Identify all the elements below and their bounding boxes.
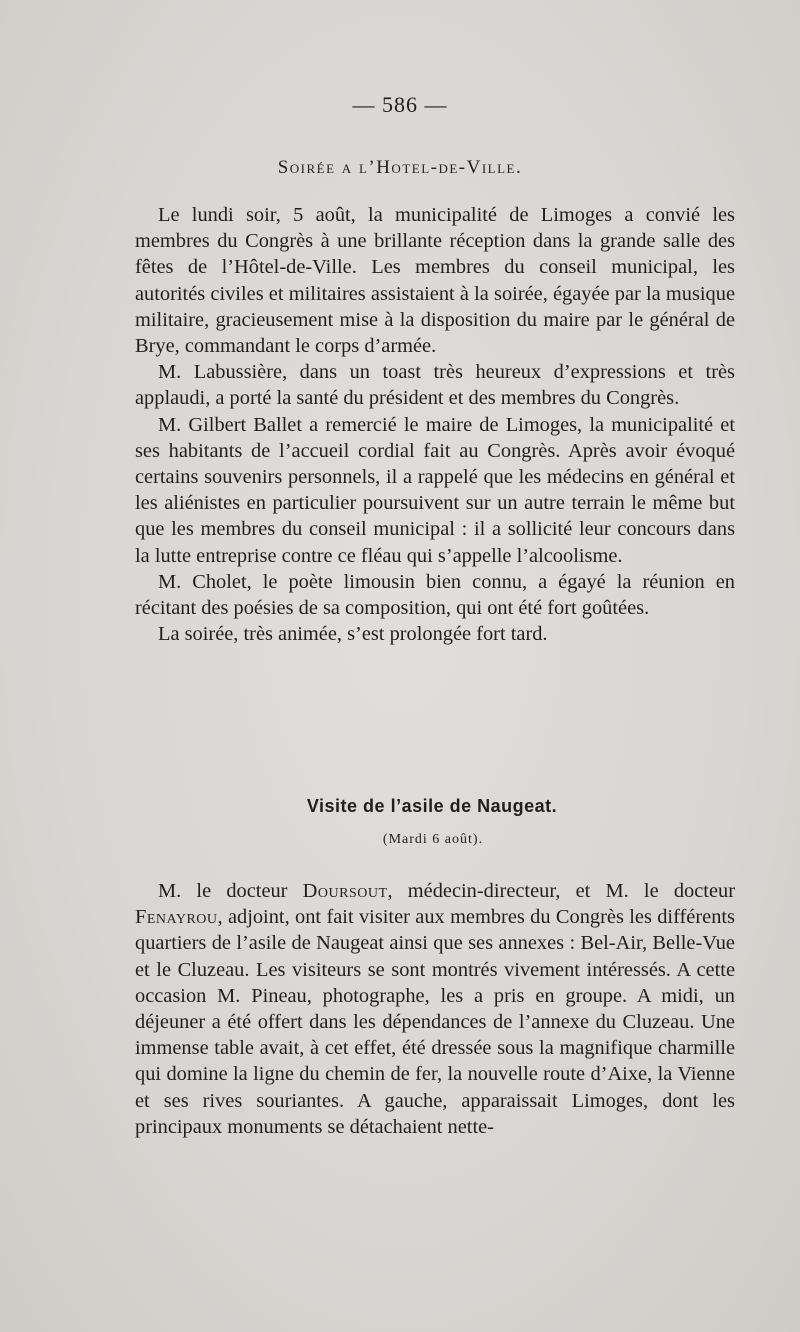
text-run: , adjoint, ont fait visiter aux membres du Congrès les différents quartiers de l’asile de Naugeat ainsi que ses annexes : Bel-Air, Belle-Vue et le Cluzeau. Les visiteurs se sont montrés vivement intéressés. A cette occasion M. Pineau, photographe, les a pris en groupe. A midi, un déjeuner a été offert dans les dépendances de l’annexe du Cluzeau. Une immense table avait, à cet effet, été dressée sous la magnifique charmille qui domine la ligne du chemin de fer, la nouvelle route d’Aixe, la Vienne et ses rives souriantes. A gauche, apparaissait Limoges, dont les principaux monuments se détachaient nette- xyxy=(135,906,735,1138)
subsection-title: Visite de l’asile de Naugeat. xyxy=(306,796,558,816)
person-name: Fenayrou xyxy=(135,906,218,929)
person-name: Doursout xyxy=(302,880,388,902)
section-body xyxy=(135,202,735,647)
section-title: Soirée a l’Hotel-de-Ville. xyxy=(277,157,523,178)
text-run: , médecin-directeur, et M. le docteur xyxy=(387,880,735,902)
text-run: M. le docteur xyxy=(158,880,303,902)
paragraph: La soirée, très animée, s’est prolongée fort tard. xyxy=(158,623,548,646)
paragraph xyxy=(135,878,735,1140)
paragraph: M. Gilbert Ballet a remercié le maire de Limoges, la municipalité et ses habitants de l’accueil cordial fait au Congrès. Après avoir évoqué certains souvenirs personnels, il a rappelé que les médecins en général et les aliénistes en particulier poursuivent sur un autre terrain le même but que les membres du conseil municipal : il a sollicité leur concours dans la lutte entreprise contre ce fléau qui s’appelle l’alcoolisme. xyxy=(135,413,735,567)
paragraph: M. Cholet, le poète limousin bien connu, a égayé la réunion en récitant des poésies de sa composition, qui ont été fort goûtées. xyxy=(135,570,735,620)
subsection-body xyxy=(135,878,735,1140)
subsection-date: (Mardi 6 août). xyxy=(382,832,484,847)
page-number: — 586 — xyxy=(352,92,448,117)
paragraph: M. Labussière, dans un toast très heureux d’expressions et très applaudi, a porté la santé du président et des membres du Congrès. xyxy=(135,361,735,410)
paragraph: Le lundi soir, 5 août, la municipalité de Limoges a convié les membres du Congrès à une brillante réception dans la grande salle des fêtes de l’Hôtel-de-Ville. Les membres du conseil municipal, les autorités civiles et militaires assistaient à la soirée, égayée par la musique militaire, gracieusement mise à la disposition du maire par le général de Brye, commandant le corps d’armée. xyxy=(135,204,735,358)
